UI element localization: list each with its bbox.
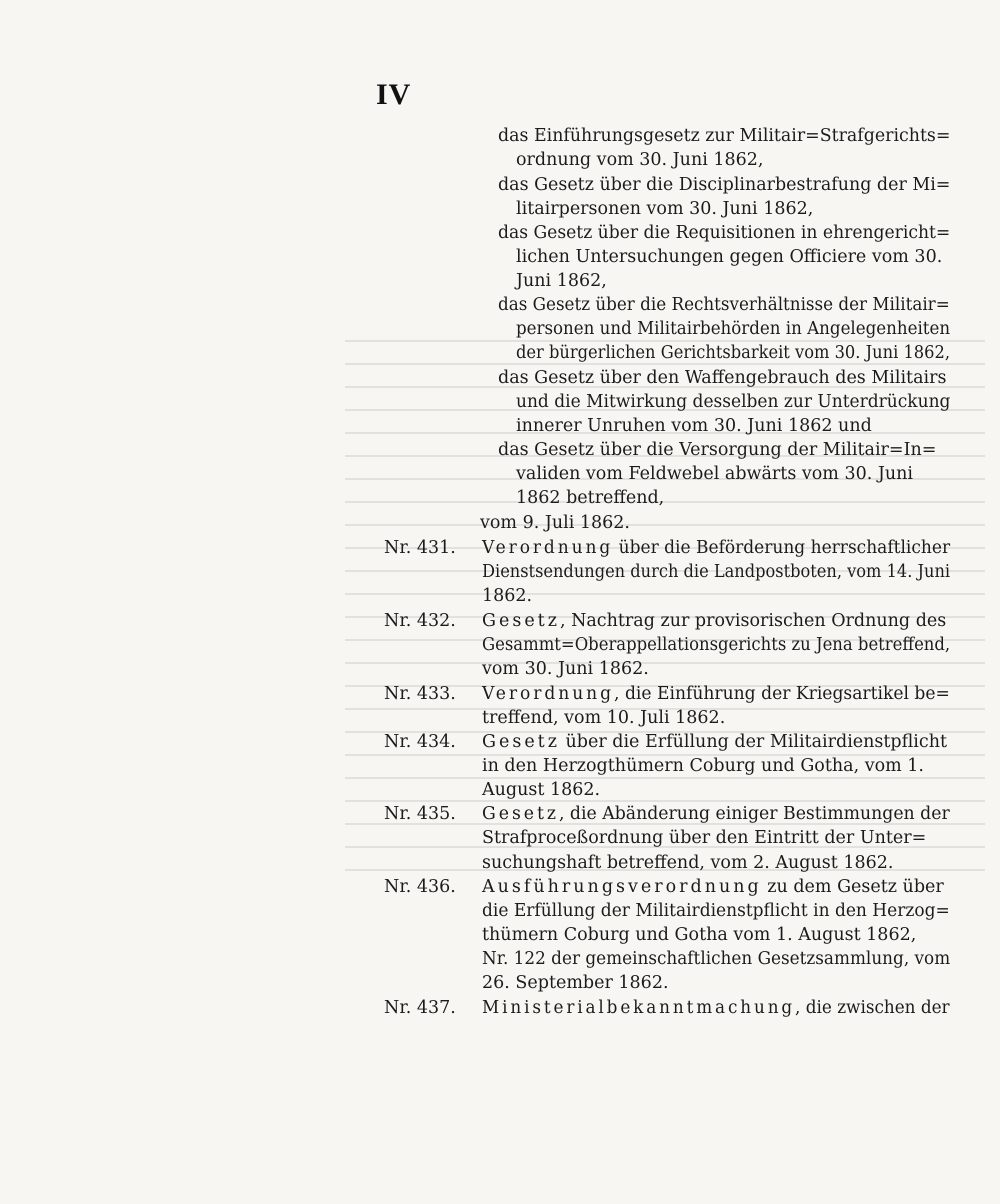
text-line: 1862 betreffend, <box>516 488 665 508</box>
text-line: Nr. 122 der gemeinschaftlichen Gesetzsammlung, vom <box>482 949 951 969</box>
entry-text: zu dem Gesetz über <box>761 877 944 897</box>
entry-text: über die Erfüllung der Militairdienstpflicht <box>559 732 948 752</box>
text-line: der bürgerlichen Gerichtsbarkeit vom 30. Juni 1862, <box>516 343 951 363</box>
entry-title: Ausführungsverordnung <box>482 877 762 897</box>
text-line: suchungshaft betreffend, vom 2. August 1862. <box>482 853 894 873</box>
text-line: 1862. <box>482 586 533 606</box>
text-line: vom 9. Juli 1862. <box>480 513 630 533</box>
text-line: treffend, vom 10. Juli 1862. <box>482 708 726 728</box>
text-line <box>482 1000 950 1018</box>
text-line: thümern Coburg und Gotha vom 1. August 1862, <box>482 925 917 945</box>
text-line: validen vom Feldwebel abwärts vom 30. Juni <box>516 464 913 484</box>
entry-title: Gesetz <box>482 804 559 824</box>
text-line <box>482 806 950 824</box>
text-line <box>482 686 950 704</box>
text-line <box>482 879 944 897</box>
entry-number: Nr. 437. <box>384 998 456 1018</box>
text-line: August 1862. <box>482 780 601 800</box>
text-line: Juni 1862, <box>516 271 607 291</box>
entry-number: Nr. 436. <box>384 877 456 897</box>
text-line: das Gesetz über die Disciplinarbestrafung der Mi= <box>498 175 951 195</box>
text-line: 26. September 1862. <box>482 973 669 993</box>
entry-number: Nr. 434. <box>384 732 456 752</box>
entry-text: , die Einführung der Kriegsartikel be= <box>614 684 950 704</box>
entry-number: Nr. 431. <box>384 538 456 558</box>
entry-title: Gesetz <box>482 732 560 752</box>
text-line: das Einführungsgesetz zur Militair=Strafgerichts= <box>498 126 951 146</box>
text-line: das Gesetz über die Rechtsverhältnisse der Militair= <box>498 295 950 315</box>
text-line: ordnung vom 30. Juni 1862, <box>516 150 764 170</box>
page-number: IV <box>376 78 412 111</box>
text-line: die Erfüllung der Militairdienstpflicht in den Herzog= <box>482 901 950 921</box>
text-line: in den Herzogthümern Coburg und Gotha, vom 1. <box>482 756 924 776</box>
text-line: personen und Militairbehörden in Angelegenheiten <box>516 319 951 339</box>
text-line <box>482 734 947 752</box>
entry-number: Nr. 432. <box>384 611 456 631</box>
text-line: vom 30. Juni 1862. <box>482 659 649 679</box>
entry-number: Nr. 435. <box>384 804 456 824</box>
text-line <box>482 613 946 631</box>
entry-text: , Nachtrag zur provisorischen Ordnung des <box>559 611 947 631</box>
text-line: das Gesetz über die Requisitionen in ehrengericht= <box>498 223 951 243</box>
entry-title: Ministerialbekanntmachung <box>482 998 796 1018</box>
text-line: das Gesetz über die Versorgung der Militair=In= <box>498 440 937 460</box>
text-line: innerer Unruhen vom 30. Juni 1862 und <box>516 416 872 436</box>
text-line: das Gesetz über den Waffengebrauch des Militairs <box>498 368 947 388</box>
text-line: und die Mitwirkung desselben zur Unterdrückung <box>516 392 951 412</box>
entry-title: Verordnung <box>482 684 615 704</box>
text-line: litairpersonen vom 30. Juni 1862, <box>516 199 814 219</box>
text-line <box>482 540 950 558</box>
text-line: Strafproceßordnung über den Eintritt der Unter= <box>482 828 927 848</box>
entry-number: Nr. 433. <box>384 684 456 704</box>
text-line: Gesammt=Oberappellationsgerichts zu Jena betreffend, <box>482 635 951 655</box>
entry-title: Verordnung <box>482 538 614 558</box>
entry-text: , die Abänderung einiger Bestimmungen der <box>558 804 950 824</box>
entry-text: , die zwischen der <box>795 998 950 1018</box>
text-line: Dienstsendungen durch die Landpostboten, vom 14. Juni <box>482 562 951 582</box>
entry-title: Gesetz <box>482 611 560 631</box>
text-line: lichen Untersuchungen gegen Officiere vom 30. <box>516 247 943 267</box>
entry-text: über die Beförderung herrschaftlicher <box>613 538 951 558</box>
